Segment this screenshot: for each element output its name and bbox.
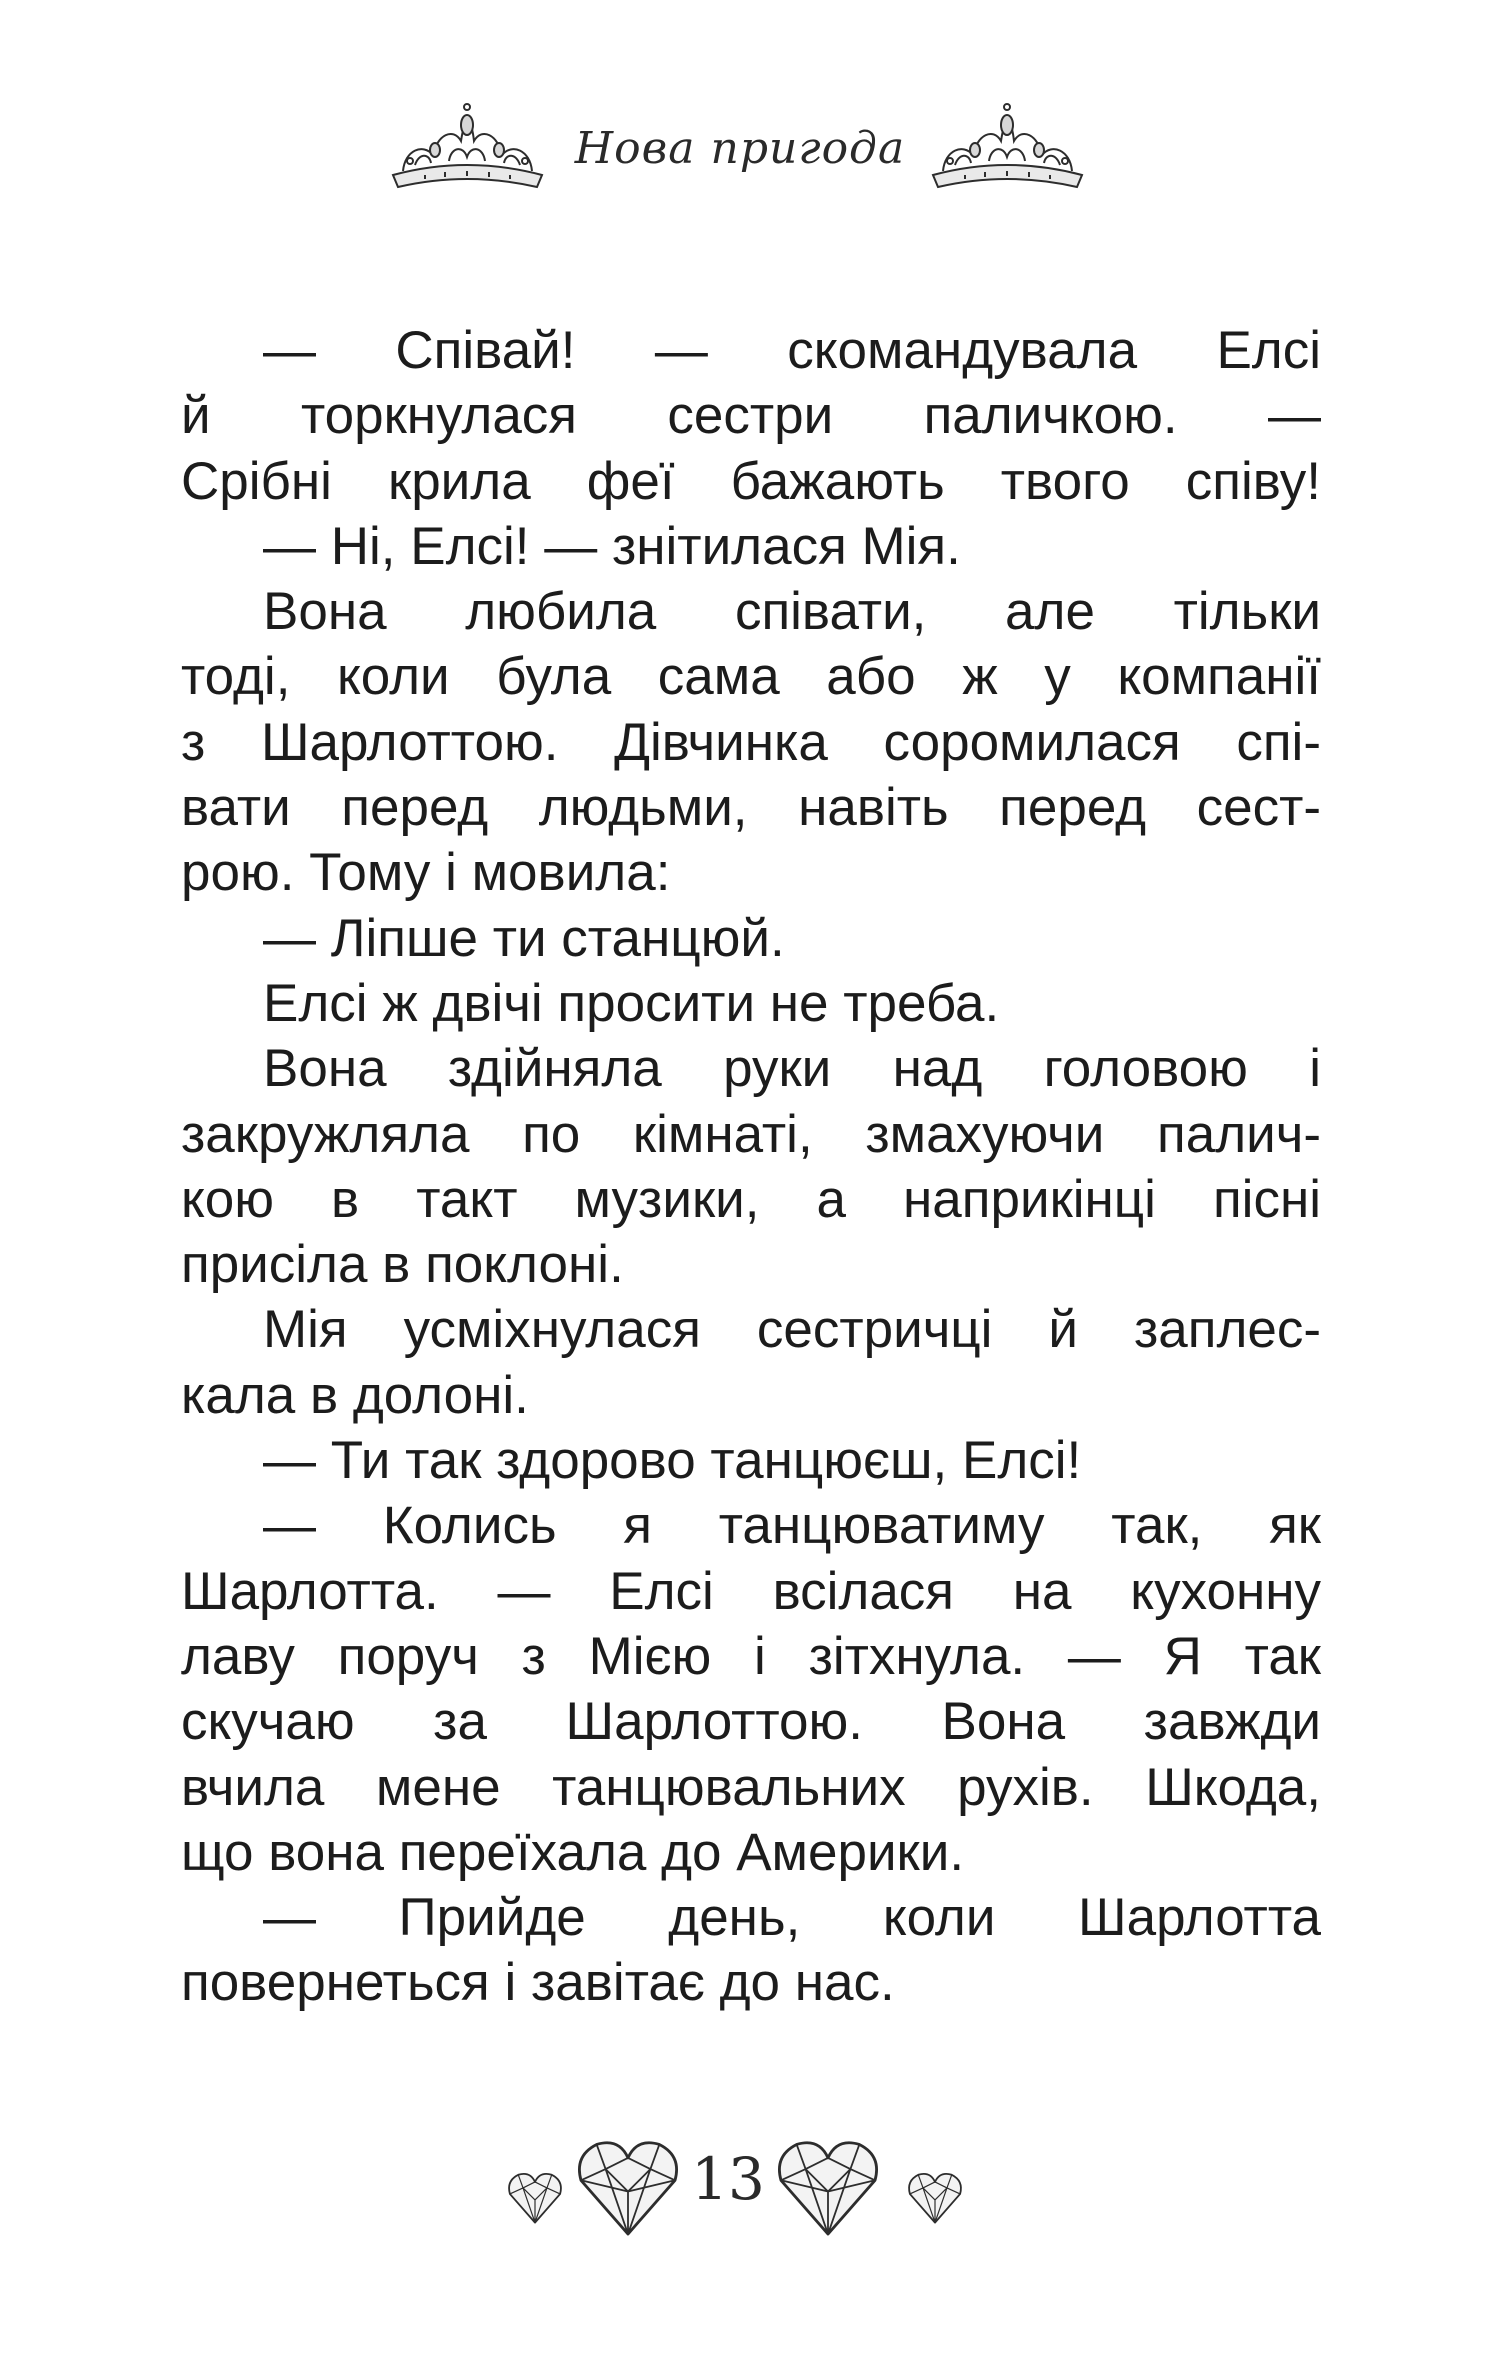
text-line: — Ліпше ти станцюй. [263, 908, 785, 968]
text-line: кою в такт музики, а наприкінці пісні [181, 1169, 1321, 1229]
text-line: повернеться і завітає до нас. [181, 1953, 895, 2013]
running-title: Нова пригода [574, 123, 906, 174]
page-footer [0, 2125, 1500, 2275]
text-line: що вона переїхала до Америки. [181, 1822, 965, 1882]
text-line: Вона здійняла руки над головою і [263, 1039, 1321, 1099]
text-line: — Співай! — скомандувала Елсі [263, 321, 1321, 380]
body-text [181, 318, 1321, 2016]
page-header [0, 95, 1500, 205]
text-line: Вона любила співати, але тільки [263, 582, 1321, 642]
text-line: й торкнулася сестри паличкою. — [181, 386, 1321, 446]
text-line: вчила мене танцювальних рухів. Шкода, [181, 1757, 1321, 1817]
text-line: кала в долоні. [181, 1365, 529, 1425]
gem-heart-icon [772, 2135, 884, 2239]
text-line: — Ти так здорово танцюєш, Елсі! [263, 1431, 1082, 1491]
tiara-icon [385, 95, 550, 195]
page-number: 13 [691, 2145, 765, 2213]
tiara-icon [925, 95, 1090, 195]
text-line: закружляла по кімнаті, змахуючи палич- [181, 1104, 1321, 1164]
text-line: з Шарлоттою. Дівчинка соромилася спі- [181, 712, 1321, 772]
text-line: — Прийде день, коли Шарлотта [263, 1888, 1321, 1948]
text-line: Шарлотта. — Елсі всілася на кухонну [181, 1561, 1321, 1621]
text-line: вати перед людьми, навіть перед сест- [181, 778, 1321, 838]
text-line: Елсі ж двічі просити не треба. [263, 973, 1000, 1033]
text-line: — Ні, Елсі! — знітилася Мія. [263, 516, 961, 576]
text-line: скучаю за Шарлоттою. Вона завжди [181, 1692, 1321, 1752]
text-line: рою. Тому і мовила: [181, 843, 671, 903]
text-line: — Колись я танцюватиму так, як [263, 1496, 1321, 1556]
gem-heart-icon [905, 2170, 965, 2225]
gem-heart-icon [505, 2170, 565, 2225]
text-line: лаву поруч з Мією і зітхнула. — Я так [181, 1626, 1321, 1686]
text-line: Мія усміхнулася сестричці й заплес- [263, 1300, 1321, 1360]
text-line: присіла в поклоні. [181, 1235, 624, 1295]
gem-heart-icon [572, 2135, 684, 2239]
text-line: тоді, коли була сама або ж у компанії [181, 647, 1321, 707]
text-line: Срібні крила феї бажають твого співу! [181, 451, 1321, 511]
